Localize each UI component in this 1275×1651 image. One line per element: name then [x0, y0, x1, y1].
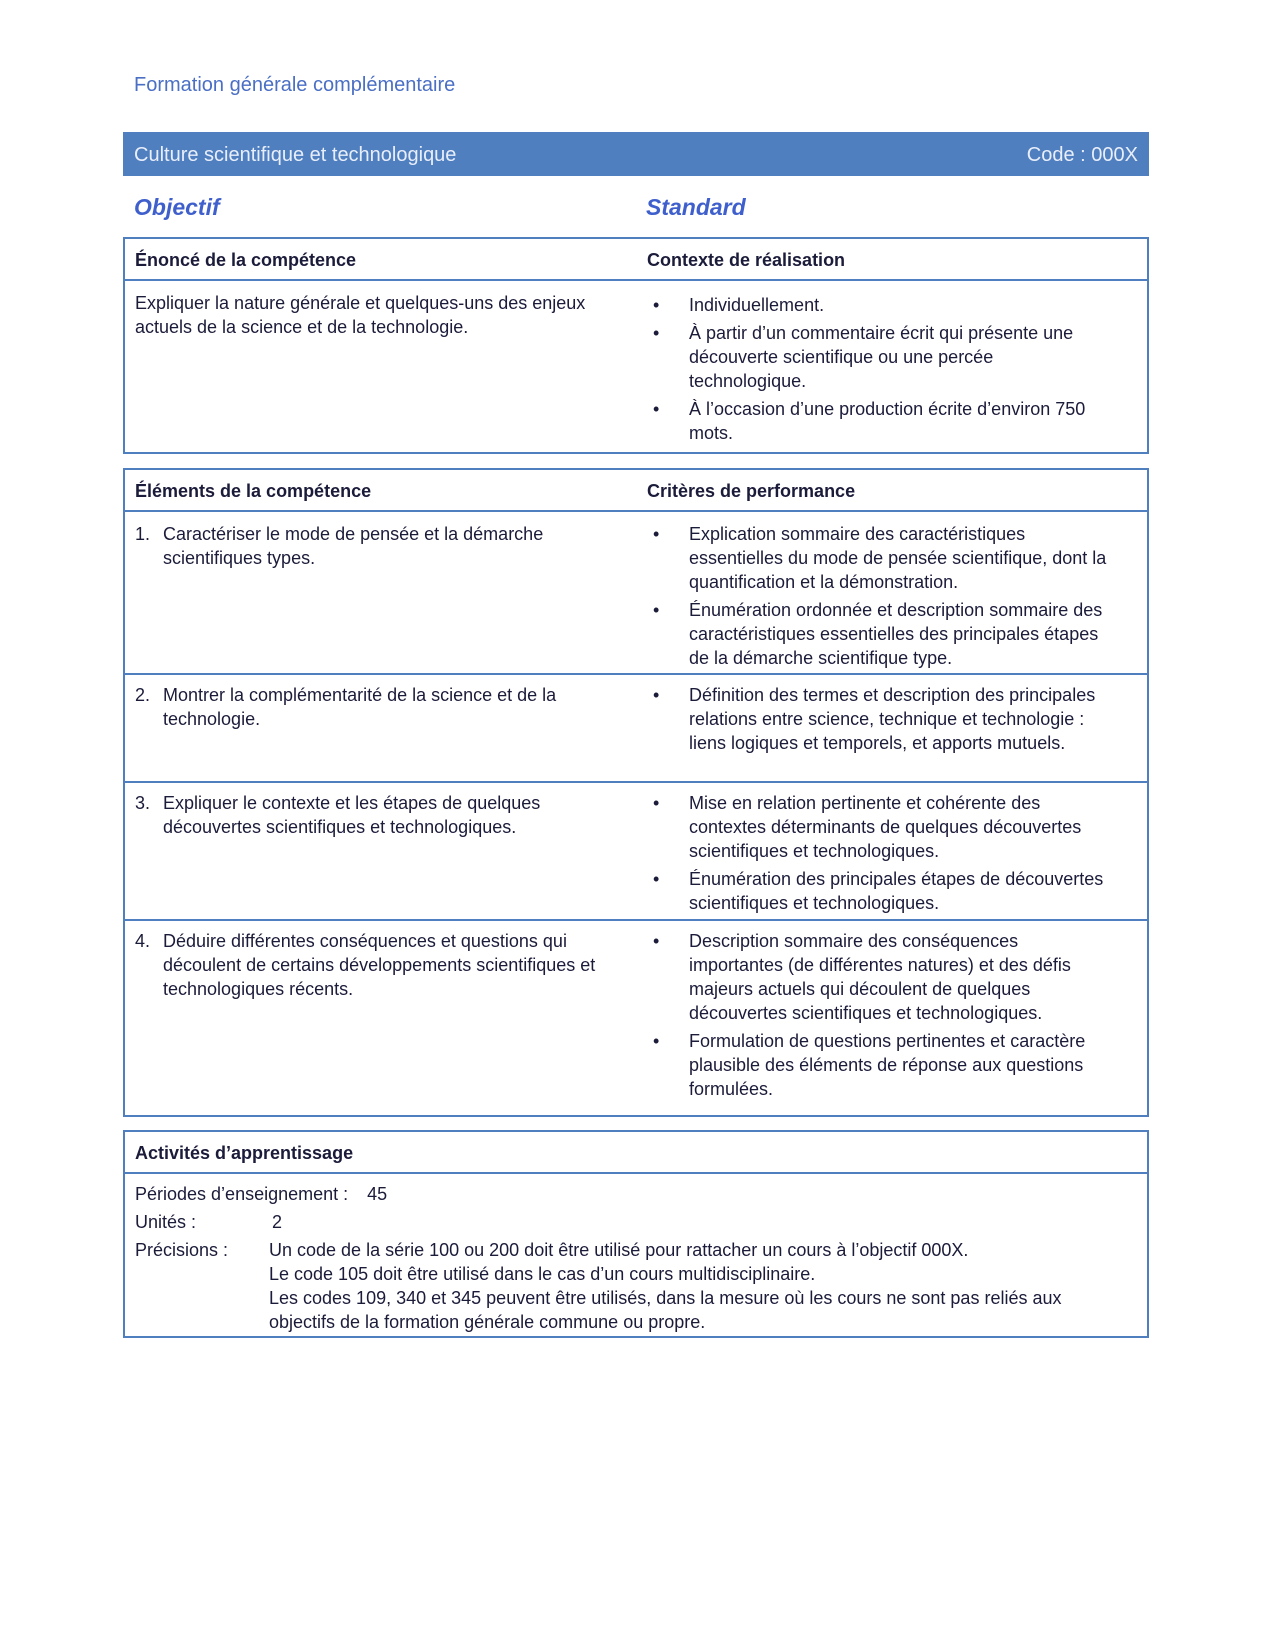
element-number: 4.: [135, 931, 151, 951]
table-row: [125, 919, 1147, 1113]
list-item: • Énumération ordonnée et description sommaire des caractéristiques essentielles des principales étapes de la démarche scientifique type.: [653, 600, 1103, 668]
context-header: Contexte de réalisation: [647, 250, 846, 270]
list-item: • Formulation de questions pertinentes et caractère plausible des éléments de réponse aux questions formulées.: [653, 1031, 1086, 1099]
bullet-icon: •: [653, 1031, 660, 1051]
list-item: • Explication sommaire des caractéristiques essentielles du mode de pensée scientifique, dont la quantification et la démonstration.: [653, 524, 1107, 592]
elements-header-label: Éléments de la compétence: [135, 481, 372, 501]
competence-box: [123, 237, 1149, 454]
table-row: [125, 673, 1147, 783]
bullet-icon: •: [653, 323, 660, 343]
context-list: [647, 293, 1112, 449]
table-row: [125, 512, 1147, 673]
list-item: • À l’occasion d’une production écrite d’environ 750 mots.: [653, 399, 1086, 443]
activities-header-label: Activités d’apprentissage: [135, 1143, 354, 1163]
list-item: • Individuellement.: [653, 295, 825, 315]
element-text: Montrer la complémentarité de la science et de la technologie.: [163, 685, 557, 729]
periods-value: 45: [367, 1184, 388, 1204]
course-banner: [123, 132, 1149, 176]
precisions-label: Précisions :: [135, 1240, 229, 1260]
criteria-list: [647, 522, 1112, 674]
element-text: Expliquer le contexte et les étapes de quelques découvertes scientifiques et technologiques.: [163, 793, 541, 837]
list-item: • À partir d’un commentaire écrit qui présente une découverte scientifique ou une percée technologique.: [653, 323, 1074, 391]
competence-header: [125, 239, 1147, 281]
units-value: 2: [272, 1212, 283, 1232]
precision-line: Un code de la série 100 ou 200 doit être utilisé pour rattacher un cours à l’objectif 000X.: [269, 1240, 969, 1260]
list-item: • Mise en relation pertinente et cohérente des contextes déterminants de quelques découvertes scientifiques et technologiques.: [653, 793, 1082, 861]
list-item: • Description sommaire des conséquences importantes (de différentes natures) et des défis majeurs actuels qui découlent de quelques découvertes scientifiques et technologiques.: [653, 931, 1071, 1023]
criteria-header-label: Critères de performance: [647, 481, 856, 501]
units-label: Unités :: [135, 1212, 197, 1232]
element-text: Caractériser le mode de pensée et la démarche scientifiques types.: [163, 524, 544, 568]
activities-box: [123, 1130, 1149, 1338]
element-number: 1.: [135, 524, 151, 544]
program-title: Formation générale complémentaire: [134, 74, 456, 96]
precision-line: Le code 105 doit être utilisé dans le cas d’un cours multidisciplinaire.: [269, 1264, 816, 1284]
criteria-list: [647, 683, 1112, 759]
bullet-icon: •: [653, 399, 660, 419]
units-line: [135, 1210, 282, 1234]
bullet-icon: •: [653, 931, 660, 951]
competence-statement-text: Expliquer la nature générale et quelques-uns des enjeux actuels de la science et de la technologie.: [135, 293, 586, 337]
periods-line: [135, 1182, 387, 1206]
criteria-list: [647, 929, 1112, 1105]
elements-header: [125, 470, 1147, 512]
bullet-icon: •: [653, 793, 660, 813]
bullet-icon: •: [653, 524, 660, 544]
activities-header: [125, 1132, 1147, 1174]
list-item: • Définition des termes et description des principales relations entre science, technique et technologie : liens logiques et temporels, et apports mutuels.: [653, 685, 1096, 753]
competence-statement-header: Énoncé de la compétence: [135, 250, 357, 270]
bullet-icon: •: [653, 685, 660, 705]
course-code: Code : 000X: [1026, 144, 1138, 166]
element-number: 3.: [135, 793, 151, 813]
standard-heading: Standard: [646, 194, 746, 220]
precisions-text: [269, 1238, 1109, 1334]
precision-line: Les codes 109, 340 et 345 peuvent être utilisés, dans la mesure où les cours ne sont pas reliés aux objectifs de la formation générale commune ou propre.: [269, 1288, 1062, 1332]
list-item: • Énumération des principales étapes de découvertes scientifiques et technologiques.: [653, 869, 1104, 913]
table-row: [125, 781, 1147, 921]
competence-statement: [135, 291, 605, 339]
bullet-icon: •: [653, 295, 660, 315]
objective-heading: Objectif: [134, 194, 220, 220]
element-text: Déduire différentes conséquences et questions qui découlent de certains développements scientifiques et technologiques récents.: [163, 931, 596, 999]
bullet-icon: •: [653, 869, 660, 889]
element-number: 2.: [135, 685, 151, 705]
periods-label: Périodes d’enseignement :: [135, 1184, 349, 1204]
course-title: Culture scientifique et technologique: [134, 144, 457, 166]
criteria-list: [647, 791, 1112, 919]
elements-box: [123, 468, 1149, 1117]
bullet-icon: •: [653, 600, 660, 620]
